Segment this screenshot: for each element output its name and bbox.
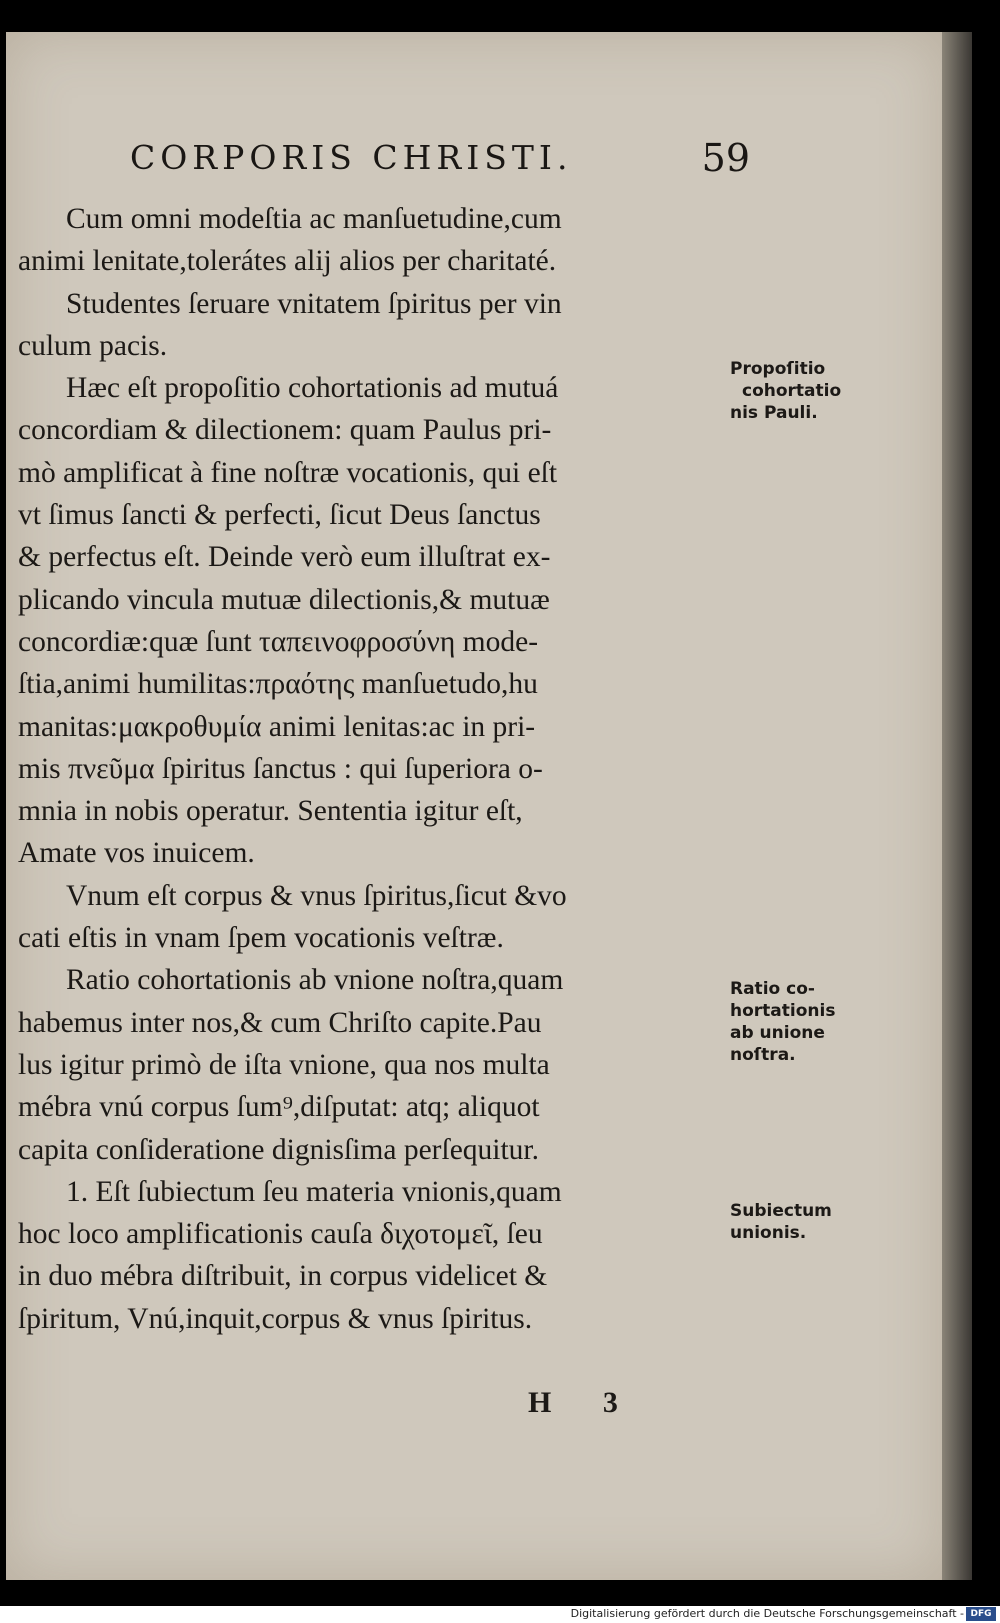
text-line: Vnum eſt corpus & vnus ſpiritus,ſicut &vo	[66, 879, 567, 912]
text-line: Studentes ſeruare vnitatem ſpiritus per vin	[66, 287, 562, 320]
text-line: 1. Eſt ſubiectum ſeu materia vnionis,quam	[66, 1175, 562, 1208]
text-line: ſtia,animi humilitas:πραότης manſuetudo,hu	[18, 668, 538, 701]
page-number: 59	[701, 136, 750, 180]
text-line: culum pacis.	[18, 329, 168, 362]
margin-note-line: Subiectum	[730, 1201, 832, 1221]
text-line: concordiam & dilectionem: quam Paulus pri-	[18, 414, 552, 447]
text-line: cati eſtis in vnam ſpem vocationis veſtræ.	[18, 922, 504, 955]
dfg-logo: DFG	[966, 1607, 996, 1621]
footer-credit: Digitalisierung gefördert durch die Deutsche Forschungsgemeinschaft -	[570, 1607, 964, 1620]
text-line: mébra vnú corpus ſum⁹,diſputat: atq; aliquot	[18, 1091, 540, 1124]
text-line: & perfectus eſt. Deinde verò eum illuſtrat ex-	[18, 541, 551, 574]
text-line: Ratio cohortationis ab vnione noſtra,quam	[66, 964, 564, 997]
running-head-title: CORPORIS CHRISTI.	[130, 138, 573, 177]
margin-note-line: ab unione	[730, 1023, 825, 1043]
text-line: plicando vincula mutuæ dilectionis,& mutuæ	[18, 583, 550, 616]
text-line: habemus inter nos,& cum Chriſto capite.Pau	[18, 1006, 542, 1039]
margin-note-ratio	[730, 978, 890, 1066]
text-line: mnia in nobis operatur. Sententia igitur eſt,	[18, 795, 523, 828]
text-line: Hæc eſt propoſitio cohortationis ad mutuá	[66, 372, 559, 405]
margin-note-propositio	[730, 358, 890, 424]
text-line: mò amplificat à fine noſtræ vocationis, qui eſt	[18, 456, 558, 489]
text-line: Amate vos inuicem.	[18, 837, 255, 870]
margin-note-line: nis Pauli.	[730, 403, 818, 423]
margin-note-line: Ratio co-	[730, 979, 815, 999]
text-line: in duo mébra diſtribuit, in corpus videlicet &	[18, 1260, 548, 1293]
text-line: manitas:μακροθυμία animi lenitas:ac in pri-	[18, 710, 536, 743]
text-line: capita conſideratione dignisſima perſequitur.	[18, 1133, 540, 1166]
margin-note-line: noſtra.	[730, 1045, 796, 1065]
margin-note-subiectum	[730, 1200, 890, 1244]
text-line: ſpiritum, Vnú,inquit,corpus & vnus ſpiritus.	[18, 1302, 533, 1335]
text-line: concordiæ:quæ ſunt ταπεινοφροσύνη mode-	[18, 625, 539, 658]
running-head	[130, 138, 750, 188]
margin-note-line: hortationis	[730, 1001, 836, 1021]
page-edge	[942, 32, 972, 1580]
text-line: vt ſimus ſancti & perfecti, ſicut Deus ſanctus	[18, 499, 541, 532]
margin-note-line: Propoſitio	[730, 359, 826, 379]
text-line: lus igitur primò de iſta vnione, qua nos multa	[18, 1048, 550, 1081]
text-line: mis πνεῦμα ſpiritus ſanctus : qui ſuperiora o-	[18, 752, 543, 785]
margin-note-line: unionis.	[730, 1223, 807, 1243]
text-line: Cum omni modeſtia ac manſuetudine,cum	[66, 203, 562, 235]
text-line: hoc loco amplificationis cauſa διχοτομεῖ, ſeu	[18, 1218, 543, 1251]
body-text	[18, 198, 732, 1340]
text-line: animi lenitate,tolerátes alij alios per charitaté.	[18, 245, 557, 278]
margin-note-line: cohortatio	[742, 381, 842, 401]
signature-mark: H 3	[528, 1386, 640, 1419]
